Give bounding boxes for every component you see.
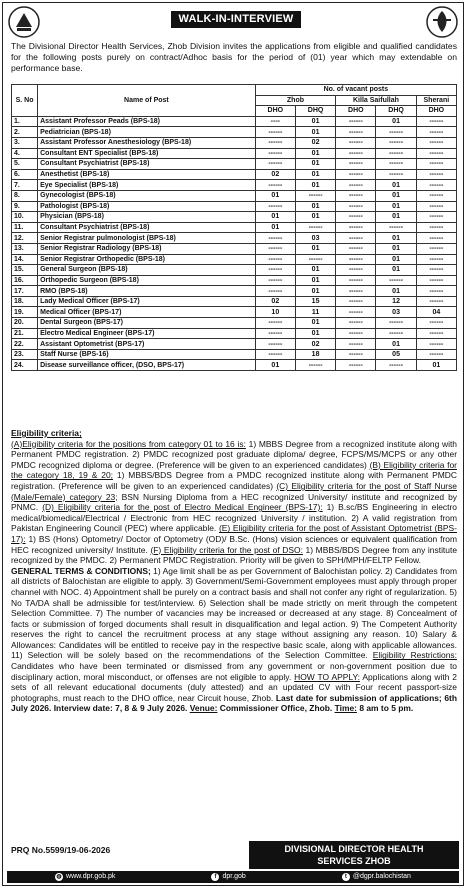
vacancy-count: ------	[416, 318, 456, 329]
vacancy-count: ------	[416, 275, 456, 286]
vacancy-count: ------	[336, 275, 376, 286]
table-row	[12, 169, 457, 180]
vacancy-count: 01	[376, 243, 416, 254]
vacancy-count: ------	[336, 296, 376, 307]
eligibility-b-label: (B) Eligibility criteria for the category 18, 19 & 20;	[11, 459, 457, 481]
vacancy-count: 01	[376, 180, 416, 191]
table-row	[12, 233, 457, 244]
vacancy-count: 01	[255, 222, 295, 233]
header	[3, 3, 463, 41]
vacancy-count: ------	[336, 233, 376, 244]
vacancy-count: ------	[255, 127, 295, 138]
row-number: 6.	[12, 169, 38, 180]
vacancy-count: ------	[336, 201, 376, 212]
social-twitter-text: @dgpr.balochistan	[352, 873, 411, 880]
row-number: 1.	[12, 116, 38, 127]
table-row	[12, 349, 457, 360]
post-name: Electro Medical Engineer (BPS-17)	[38, 328, 256, 339]
vacancy-count: ------	[255, 254, 295, 265]
vacancy-count: 01	[295, 148, 335, 159]
eligibility-e-label: (E) Eligibility criteria for the post of Assistant Optometrist (BPS-17):	[11, 523, 457, 544]
post-name: Eye Specialist (BPS-18)	[38, 180, 256, 191]
vacancy-count: ------	[336, 159, 376, 170]
vacancy-count: ------	[416, 233, 456, 244]
post-name: Assistant Optometrist (BPS-17)	[38, 339, 256, 350]
vacancy-count: ------	[416, 127, 456, 138]
post-name: General Surgeon (BPS-18)	[38, 265, 256, 276]
twitter-icon: t	[342, 873, 350, 881]
restrictions-label: Eligibility Restrictions:	[372, 650, 457, 661]
table-row	[12, 296, 457, 307]
vacancy-count: ------	[336, 137, 376, 148]
row-number: 19.	[12, 307, 38, 318]
vacancy-count: ------	[416, 254, 456, 265]
eligibility-c-label: (C) Eligibility criteria for the post of Staff Nurse (Male/Female) category 23;	[11, 480, 457, 502]
vacancy-count: ------	[376, 169, 416, 180]
vacancy-count: ------	[416, 286, 456, 297]
vacancy-count: 11	[295, 307, 335, 318]
vacancy-count: 05	[376, 349, 416, 360]
vacancy-count: 01	[376, 254, 416, 265]
col-sno: S. No	[12, 85, 38, 117]
vacancy-count: 18	[295, 349, 335, 360]
restrictions-text: Candidates who have been terminated or dismissed from any government or non-government position due to disciplinary action, moral misconduct, or offenses are not eligible to apply.	[11, 661, 457, 682]
col-vacant: No. of vacant posts	[255, 85, 456, 96]
post-name: Lady Medical Officer (BPS-17)	[38, 296, 256, 307]
vacancy-count: ------	[255, 243, 295, 254]
row-number: 7.	[12, 180, 38, 191]
table-body	[12, 116, 457, 370]
vacancy-count: ------	[255, 233, 295, 244]
table-row	[12, 127, 457, 138]
table-row	[12, 222, 457, 233]
vacancy-count: ------	[336, 243, 376, 254]
vacancy-count: ------	[336, 212, 376, 223]
last-date: Last date for submission of applications; 6th July 2026.	[11, 692, 457, 714]
subcol-dho: DHO	[255, 106, 295, 117]
post-name: Pathologist (BPS-18)	[38, 201, 256, 212]
how-to-apply-label: HOW TO APPLY:	[294, 671, 360, 682]
vacancy-count: 01	[376, 339, 416, 350]
vacancy-count: 02	[295, 137, 335, 148]
row-number: 8.	[12, 190, 38, 201]
post-name: Consultant ENT Specialist (BPS-18)	[38, 148, 256, 159]
vacancy-count: ------	[295, 360, 335, 371]
interview-date: Interview date: 7, 8 & 9 July 2026.	[53, 703, 188, 714]
row-number: 15.	[12, 265, 38, 276]
table-row	[12, 212, 457, 223]
vacancy-count: ------	[255, 159, 295, 170]
page-title: WALK-IN-INTERVIEW	[171, 11, 301, 28]
table-row	[12, 265, 457, 276]
how-to-apply-text: Applications along with 2 sets of all relevant educational documents (duly attested) and an updated CV with Four recent passport-size photographs, must reach to the DHO office, near Circuit house, Zhob.	[11, 671, 458, 703]
vacancy-count: ------	[416, 265, 456, 276]
facebook-icon: f	[211, 873, 219, 881]
vacancy-count: 02	[295, 339, 335, 350]
vacancy-count: 01	[295, 286, 335, 297]
vacancy-count: ------	[255, 286, 295, 297]
row-number: 14.	[12, 254, 38, 265]
vacancy-count: ------	[336, 265, 376, 276]
advertisement	[2, 2, 464, 886]
terms-paragraph	[11, 566, 457, 714]
venue-label: Venue:	[189, 703, 218, 714]
subcol-dhq: DHQ	[295, 106, 335, 117]
social-website-text: www.dpr.gob.pk	[66, 873, 116, 880]
vacancy-count: 01	[376, 265, 416, 276]
vacancy-count: 01	[295, 116, 335, 127]
vacancy-count: ------	[416, 243, 456, 254]
district-zhob: Zhob	[255, 95, 336, 106]
social-twitter[interactable]	[342, 871, 411, 883]
vacancy-count: ------	[416, 159, 456, 170]
vacancy-count: 01	[255, 212, 295, 223]
eligibility-heading: Eligibility criteria;	[11, 428, 82, 438]
post-name: Consultant Psychiatrist (BPS-18)	[38, 159, 256, 170]
row-number: 13.	[12, 243, 38, 254]
vacancy-count: ----	[255, 116, 295, 127]
eligibility-a-label: (A)Eligibility criteria for the positions from category 01 to 16 is:	[11, 438, 246, 449]
vacancy-count: 01	[295, 328, 335, 339]
table-row	[12, 201, 457, 212]
time-text: 8 am to 5 pm.	[356, 703, 414, 714]
row-number: 5.	[12, 159, 38, 170]
office-line-2: SERVICES ZHOB	[317, 856, 391, 866]
vacancy-count: ------	[336, 307, 376, 318]
table-row	[12, 307, 457, 318]
post-name: Disease surveillance officer, (DSO, BPS-17)	[38, 360, 256, 371]
vacancy-count: ------	[416, 212, 456, 223]
vacancy-count: ------	[255, 275, 295, 286]
vacancy-count: ------	[376, 360, 416, 371]
eligibility-paragraph	[11, 439, 457, 566]
vacancy-count: 15	[295, 296, 335, 307]
vacancy-count: ------	[336, 360, 376, 371]
table-row	[12, 148, 457, 159]
row-number: 10.	[12, 212, 38, 223]
post-name: Dental Surgeon (BPS-17)	[38, 318, 256, 329]
vacancy-count: ------	[376, 275, 416, 286]
vacancy-count: 10	[255, 307, 295, 318]
intro-paragraph: The Divisional Director Health Services, Zhob Division invites the applications from eligible and qualified candidates for the following posts purely on contract/Adhoc basis for the period of (01) year which may extendable on performance base.	[11, 41, 457, 73]
vacancy-count: ------	[336, 116, 376, 127]
vacancy-count: 01	[376, 116, 416, 127]
vacancy-count: 01	[295, 318, 335, 329]
vacancy-count: ------	[416, 349, 456, 360]
vacancy-count: 01	[295, 212, 335, 223]
post-name: Medical Officer (BPS-17)	[38, 307, 256, 318]
vacancy-count: ------	[336, 222, 376, 233]
vacancy-count: 01	[295, 180, 335, 191]
table-row	[12, 275, 457, 286]
post-name: RMO (BPS-18)	[38, 286, 256, 297]
terms-text: 1) Age limit shall be as per Government of Balochistan policy. 2) Candidates from all districts of Balochistan are eligible to apply. 3) Government/Semi-Government employees must apply through proper channel with NOC. 4) Appointment shall be purely on a contract basis and shall not confer any right of regularization. 5) No TA/DA shall be admissible for test/interview. 6) Selection shall be made strictly on merit through the competent Selection Committee. 7) The number of vacancies may be increased or decreased at any stage. 8) Concealment of facts or submission of forged documents shall result in disqualification and legal action. 9) The Competent Authority reserves the right to cancel the recruitment process at any stage without assigning any reason. 10) Salary & Allowances: Candidates will be entitled to receive pay in the respective basic scale, along with applicable allowances. 11) Selection will be solely based on the recommendations of the Selection Committee.	[11, 565, 457, 661]
table-row	[12, 318, 457, 329]
post-name: Assistant Professor Peads (BPS-18)	[38, 116, 256, 127]
vacancy-count: ------	[336, 254, 376, 265]
post-name: Senior Registrar Radiology (BPS-18)	[38, 243, 256, 254]
social-facebook-text: dpr.gob	[222, 873, 246, 880]
table-row	[12, 159, 457, 170]
eligibility-e-text: 1) BS (Hons) Optometry/ Doctor of Optometry (OD)/ B.Sc. (Hons) vision sciences or equivalent qualification from HEC recognized university/ Institute.	[11, 533, 457, 555]
district-sherani: Sherani	[416, 95, 456, 106]
vacancy-count: ------	[255, 137, 295, 148]
row-number: 20.	[12, 318, 38, 329]
table-row	[12, 360, 457, 371]
vacancy-count: ------	[376, 328, 416, 339]
row-number: 16.	[12, 275, 38, 286]
post-name: Senior Registrar Orthopedic (BPS-18)	[38, 254, 256, 265]
vacancy-count: ------	[416, 116, 456, 127]
vacancy-count: 01	[295, 275, 335, 286]
eligibility-a-text: 1) MBBS Degree from a recognized institute along with Permanent PMDC registration. 2) PMDC recognized post graduate diploma/ degree, FCPS/MS/MCPS or any other PMDC recognized diploma or degree. (Preference will be given to an experienced candidates)	[11, 438, 458, 470]
vacancy-count: ------	[336, 148, 376, 159]
vacancy-count: ------	[376, 159, 416, 170]
table-row	[12, 243, 457, 254]
eligibility-b-text: 1) MBBS/BDS Degree from a PMDC recognized institute along with Permanent PMDC registration. (Preference will be given to an experienced candidates)	[11, 470, 457, 491]
vacancy-count: 12	[376, 296, 416, 307]
vacancy-count: ------	[336, 127, 376, 138]
row-number: 21.	[12, 328, 38, 339]
row-number: 11.	[12, 222, 38, 233]
vacancy-count: ------	[416, 137, 456, 148]
vacancy-count: ------	[336, 169, 376, 180]
vacancy-count: ------	[295, 222, 335, 233]
vacancy-count: 01	[295, 243, 335, 254]
social-facebook[interactable]	[211, 871, 245, 883]
row-number: 24.	[12, 360, 38, 371]
row-number: 2.	[12, 127, 38, 138]
vacancy-count: 01	[255, 360, 295, 371]
office-line-1: DIVISIONAL DIRECTOR HEALTH	[284, 844, 424, 854]
prq-number: PRQ No.5599/19-06-2026	[11, 845, 111, 855]
vacancy-count: 01	[295, 169, 335, 180]
post-name: Consultant Psychiatrist (BPS-18)	[38, 222, 256, 233]
vacancy-count: 01	[376, 201, 416, 212]
vacancy-count: 01	[295, 127, 335, 138]
vacancy-count: ------	[336, 190, 376, 201]
health-department-logo-right	[425, 5, 459, 39]
vacancy-count: ------	[255, 328, 295, 339]
post-name: Pediatrician (BPS-18)	[38, 127, 256, 138]
vacancy-count: ------	[376, 148, 416, 159]
vacancy-count: ------	[255, 349, 295, 360]
eligibility-f-label: (F) Eligibility criteria for the post of DSO:	[150, 544, 303, 555]
vacancy-count: ------	[376, 318, 416, 329]
social-website[interactable]	[55, 871, 115, 883]
time-label: Time:	[334, 703, 357, 714]
table-row	[12, 116, 457, 127]
eligibility-d-label: (D) Eligibility criteria for the post of Electro Medical Engineer (BPS-17):	[42, 502, 323, 513]
post-name: Orthopedic Surgeon (BPS-18)	[38, 275, 256, 286]
vacancy-count: ------	[255, 318, 295, 329]
vacancy-count: ------	[416, 190, 456, 201]
vacancy-count: ------	[336, 318, 376, 329]
row-number: 17.	[12, 286, 38, 297]
vacancy-count: 01	[376, 233, 416, 244]
vacancy-count: 01	[376, 212, 416, 223]
vacancy-count: 01	[295, 201, 335, 212]
vacancy-count: ------	[416, 328, 456, 339]
row-number: 18.	[12, 296, 38, 307]
vacancy-count: ------	[295, 190, 335, 201]
vacancy-count: 02	[255, 169, 295, 180]
district-killa-saifullah: Killa Saifullah	[336, 95, 417, 106]
social-bar	[7, 871, 459, 883]
eligibility-d-text: 1) B.sc/BS Engineering in electro medical/biomedical/Electrical / Electronic from HEC recognized University / institution. 2) A valid registration from Pakistan Engineering Council (PEC) where applicable.	[11, 502, 457, 534]
table-row	[12, 254, 457, 265]
table-row	[12, 180, 457, 191]
table-row	[12, 328, 457, 339]
row-number: 23.	[12, 349, 38, 360]
vacancy-count: 04	[416, 307, 456, 318]
vacancy-count: ------	[255, 201, 295, 212]
vacancy-count: ------	[416, 296, 456, 307]
post-name: Anesthetist (BPS-18)	[38, 169, 256, 180]
vacancy-count: 01	[295, 159, 335, 170]
venue-text: Commissioner Office, Zhob.	[217, 703, 335, 714]
terms-heading: GENERAL TERMS & CONDITIONS;	[11, 565, 151, 576]
post-name: Gynecologist (BPS-18)	[38, 190, 256, 201]
vacancy-count: 02	[255, 296, 295, 307]
eligibility-f-text: 1) MBBS/BDS Degree from any institute recognized by the PMDC. 2) Permanent PMDC Registration. Priority will be given to SPH/MPH/FELTP Fellow.	[11, 544, 458, 566]
row-number: 4.	[12, 148, 38, 159]
post-name: Staff Nurse (BPS-16)	[38, 349, 256, 360]
vacancy-count: ------	[336, 328, 376, 339]
subcol-dhq: DHQ	[376, 106, 416, 117]
vacancy-count: 01	[416, 360, 456, 371]
subcol-dho: DHO	[336, 106, 376, 117]
vacancy-count: 03	[295, 233, 335, 244]
vacancy-count: ------	[416, 222, 456, 233]
vacancy-count: ------	[376, 137, 416, 148]
vacancy-count: ------	[336, 180, 376, 191]
vacancy-count: ------	[295, 254, 335, 265]
row-number: 3.	[12, 137, 38, 148]
footer	[3, 841, 463, 885]
vacancy-count: ------	[416, 201, 456, 212]
table-row	[12, 339, 457, 350]
vacancy-count: ------	[416, 339, 456, 350]
vacancy-count: ------	[376, 222, 416, 233]
eligibility-c-text: BSN Nursing Diploma from a HEC recognized University/ institute and recognized by PNMC.	[11, 491, 457, 513]
vacancy-count: ------	[416, 180, 456, 191]
vacancy-count: ------	[255, 339, 295, 350]
vacancy-count: 01	[376, 190, 416, 201]
table-row	[12, 286, 457, 297]
post-name: Senior Registrar pulmonologist (BPS-18)	[38, 233, 256, 244]
vacancy-count: ------	[416, 169, 456, 180]
vacancy-count: ------	[255, 148, 295, 159]
vacancy-count: 01	[295, 265, 335, 276]
post-name: Physician (BPS-18)	[38, 212, 256, 223]
vacancy-count: ------	[336, 349, 376, 360]
details-text	[11, 428, 457, 714]
row-number: 9.	[12, 201, 38, 212]
post-name: Assistant Professor Anesthesiology (BPS-18)	[38, 137, 256, 148]
issuing-office	[249, 841, 459, 869]
vacancy-count: 01	[255, 190, 295, 201]
vacancy-count: ------	[336, 339, 376, 350]
row-number: 12.	[12, 233, 38, 244]
vacancy-count: ------	[255, 180, 295, 191]
subcol-dho: DHO	[416, 106, 456, 117]
vacancy-table	[11, 84, 457, 371]
vacancy-count: 01	[376, 286, 416, 297]
table-row	[12, 190, 457, 201]
vacancy-count: ------	[376, 127, 416, 138]
vacancy-count: ------	[255, 265, 295, 276]
vacancy-count: ------	[336, 286, 376, 297]
col-post: Name of Post	[38, 85, 256, 117]
government-logo-left	[7, 5, 41, 39]
vacancy-count: 03	[376, 307, 416, 318]
globe-icon: ◍	[56, 874, 62, 880]
table-row	[12, 137, 457, 148]
row-number: 22.	[12, 339, 38, 350]
vacancy-count: ------	[416, 148, 456, 159]
